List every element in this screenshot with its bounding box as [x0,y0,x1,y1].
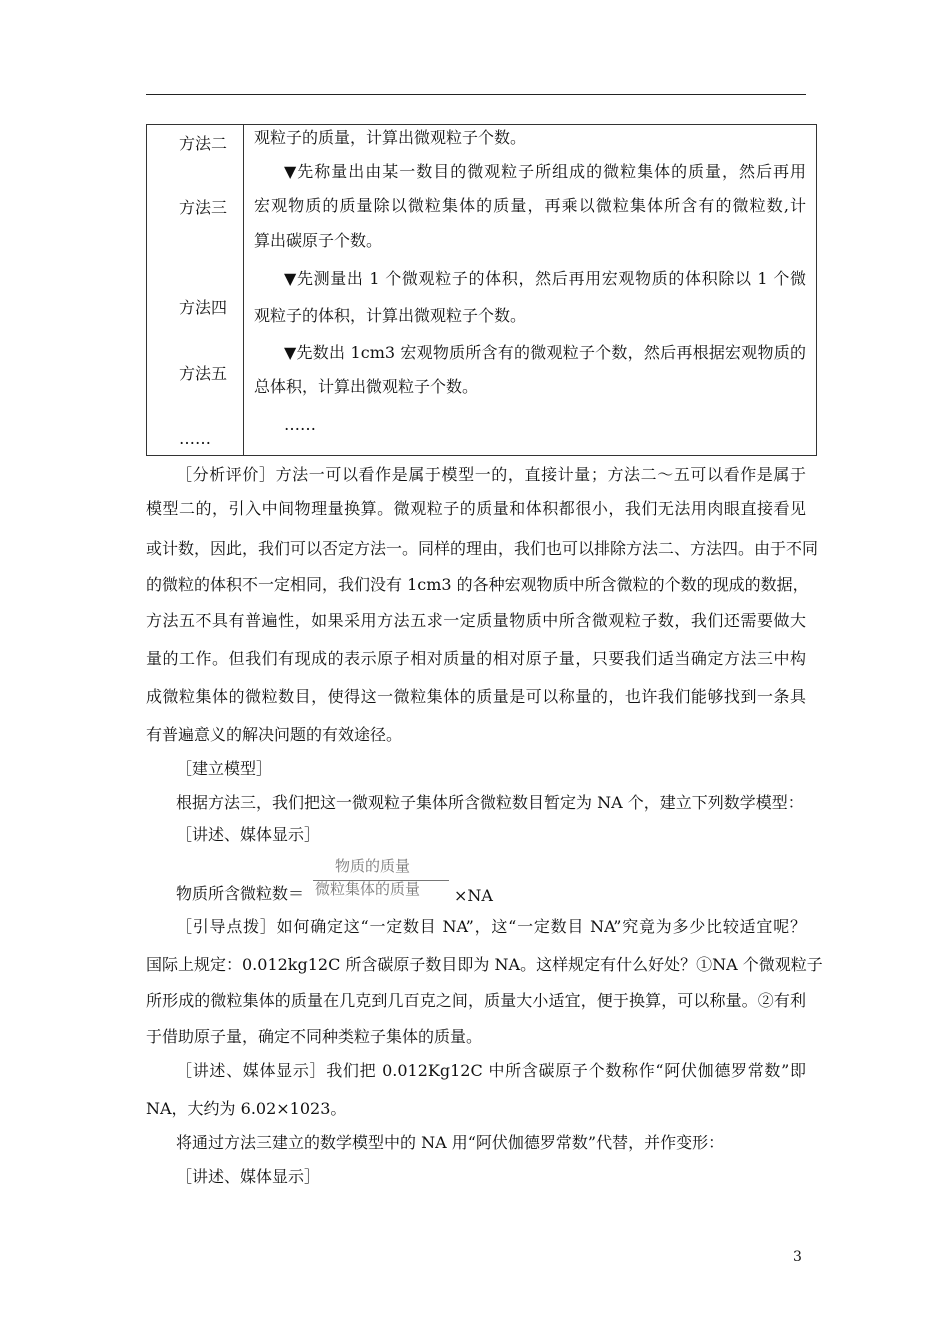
guide-line: 国际上规定：0.012kg12C 所含碳原子数目即为 NA。这样规定有什么好处？①NA 个微观粒子 [146,955,823,974]
method-label-column [147,125,244,456]
table-row-text: 总体积，计算出微观粒子个数。 [254,377,479,396]
table-row-text: 算出碳原子个数。 [254,231,383,250]
table-row-text: 宏观物质的质量除以微粒集体的质量，再乘以微粒集体所含有的微粒数,计 [254,196,806,215]
lecture-line: ［讲述、媒体显示］我们把 0.012Kg12C 中所含碳原子个数称作“阿伏伽德罗常数”即 [176,1061,806,1080]
methods-table [146,124,817,456]
method-label: 方法五 [179,364,228,383]
table-row-text: 观粒子的体积，计算出微观粒子个数。 [254,306,527,325]
formula-suffix: ×NA [454,886,493,905]
method-label: 方法三 [179,198,228,217]
table-row-text: …… [284,415,316,434]
analysis-line: 方法五不具有普遍性，如果采用方法五求一定质量物质中所含微观粒子数，我们还需要做大 [146,611,806,630]
table-row-text: ▼先测量出 1 个微观粒子的体积，然后再用宏观物质的体积除以 1 个微 [284,269,806,288]
analysis-line: 模型二的，引入中间物理量换算。微观粒子的质量和体积都很小，我们无法用肉眼直接看见 [146,499,806,518]
replace-instruction: 将通过方法三建立的数学模型中的 NA 用“阿伏伽德罗常数”代替，并作变形： [176,1133,725,1152]
lecture-line: NA，大约为 6.02×1023。 [146,1099,347,1118]
analysis-line: 或计数，因此，我们可以否定方法一。同样的理由，我们也可以排除方法二、方法四。由于不同 [146,539,819,558]
table-row-text: ▼先数出 1cm3 宏观物质所含有的微观粒子个数，然后再根据宏观物质的 [284,343,806,362]
formula-left-side: 物质所含微粒数＝ [176,884,305,903]
table-row-text: ▼先称量出由某一数目的微观粒子所组成的微粒集体的质量，然后再用 [284,162,806,181]
header-rule [146,94,806,95]
analysis-line: ［分析评价］方法一可以看作是属于模型一的，直接计量；方法二～五可以看作是属于 [176,465,806,484]
media-display-label: ［讲述、媒体显示］ [176,1167,321,1186]
page-number: 3 [793,1249,802,1265]
analysis-line: 量的工作。但我们有现成的表示原子相对质量的相对原子量，只要我们适当确定方法三中构 [146,649,806,668]
guide-line: ［引导点拨］如何确定这“一定数目 NA”，这“一定数目 NA”究竟为多少比较适宜呢？ [176,917,806,936]
method-label: …… [179,429,211,448]
table-row-text: 观粒子的质量，计算出微观粒子个数。 [254,128,527,147]
media-display-label: ［讲述、媒体显示］ [176,825,321,844]
method-label: 方法二 [179,134,228,153]
analysis-line: 有普遍意义的解决问题的有效途径。 [146,725,403,744]
method-description-column [244,125,817,456]
analysis-line: 成微粒集体的微粒数目，使得这一微粒集体的质量是可以称量的，也许我们能够找到一条具 [146,687,806,706]
method-label: 方法四 [179,298,228,317]
guide-line: 所形成的微粒集体的质量在几克到几百克之间，质量大小适宜，便于换算，可以称量。②有利 [146,991,806,1010]
fraction-denominator: 微粒集体的质量 [315,880,421,898]
build-model-heading: ［建立模型］ [176,759,273,778]
fraction-numerator: 物质的质量 [335,857,411,875]
analysis-line: 的微粒的体积不一定相同，我们没有 1cm3 的各种宏观物质中所含微粒的个数的现成的数据， [146,575,809,594]
guide-line: 于借助原子量，确定不同种类粒子集体的质量。 [146,1027,483,1046]
build-model-text: 根据方法三，我们把这一微观粒子集体所含微粒数目暂定为 NA 个，建立下列数学模型： [176,793,804,812]
